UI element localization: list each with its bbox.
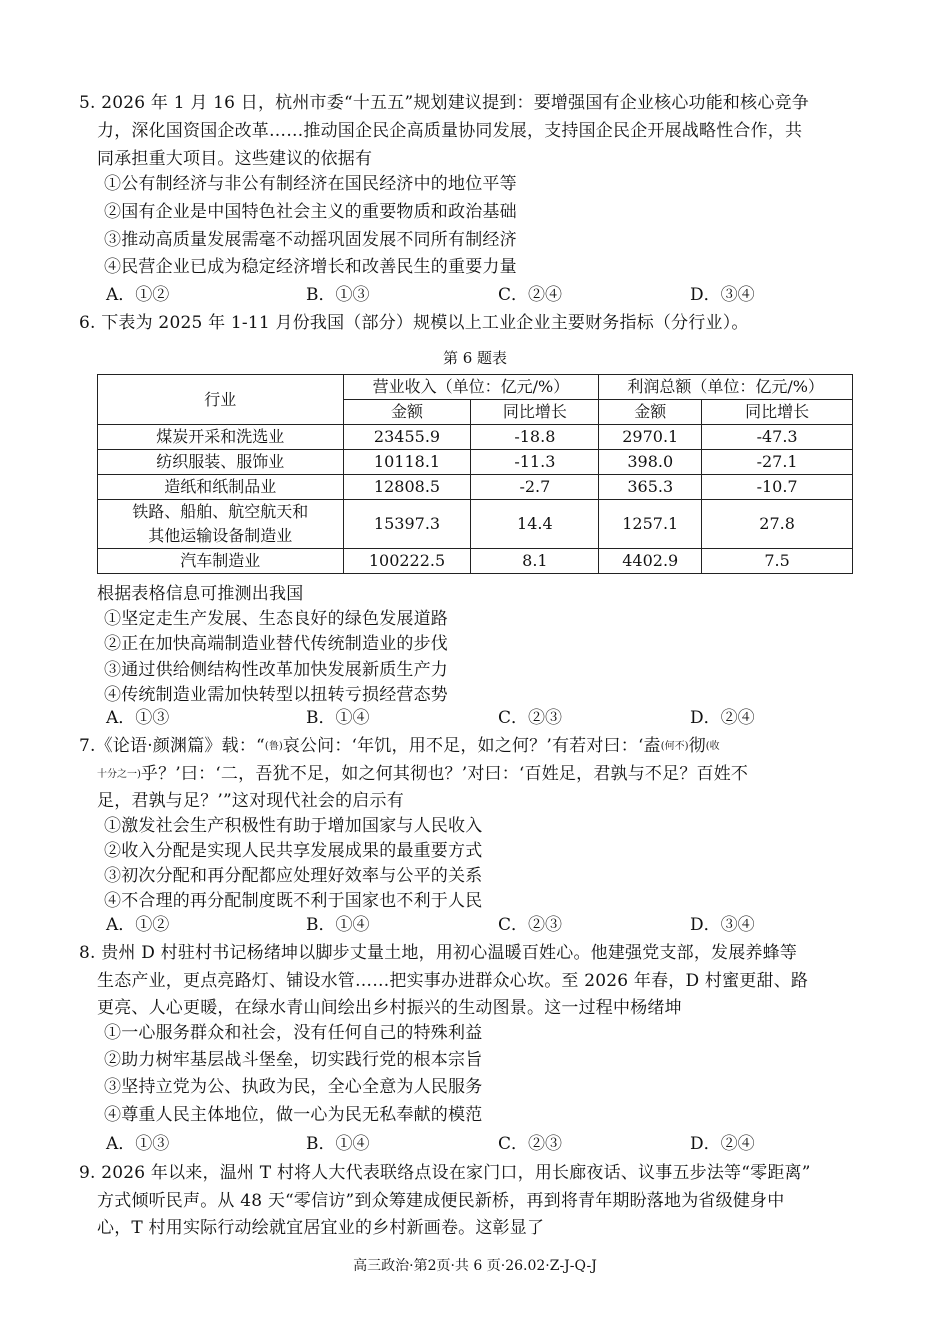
table-header-row	[98, 375, 853, 400]
q9-stem-line-3: 心，T 村用实际行动绘就宜居宜业的乡村新画卷。这彰显了	[97, 1218, 545, 1238]
q8-options	[106, 1130, 886, 1158]
subheader-revenue-amount: 金额	[343, 400, 471, 425]
q7-option-c[interactable]: C．②③	[498, 915, 563, 935]
cell-industry: 造纸和纸制品业	[98, 475, 344, 500]
cell-industry: 纺织服装、服饰业	[98, 450, 344, 475]
q5-item-3: ③推动高质量发展需毫不动摇巩固发展不同所有制经济	[104, 230, 517, 250]
cell-industry-line-1: 铁路、船舶、航空航天和	[132, 502, 309, 521]
q7-stem-part-3: 彻	[688, 736, 706, 756]
subheader-revenue-growth: 同比增长	[471, 400, 599, 425]
cell-revenue-growth: -11.3	[471, 450, 599, 475]
q7-item-4: ④不合理的再分配制度既不利于国家也不利于人民	[104, 891, 483, 911]
q5-stem-line-3: 同承担重大项目。这些建议的依据有	[97, 149, 373, 169]
q7-item-1: ①激发社会生产积极性有助于增加国家与人民收入	[104, 816, 483, 836]
q8-stem-line-3: 更亮、人心更暖，在绿水青山间绘出乡村振兴的生动图景。这一过程中杨绪坤	[97, 998, 682, 1018]
cell-profit: 4402.9	[599, 549, 702, 574]
q8-option-c[interactable]: C．②③	[498, 1134, 563, 1154]
q6-data-table	[97, 374, 853, 574]
q7-stem-part-1: 7.《论语·颜渊篇》载：“	[79, 736, 265, 756]
q7-stem-line-1	[79, 732, 879, 761]
q6-stem: 6. 下表为 2025 年 1-11 月份我国（部分）规模以上工业企业主要财务指标（分行业）。	[79, 313, 749, 333]
q5-option-d[interactable]: D．③④	[690, 285, 755, 305]
table-row	[98, 500, 853, 549]
cell-profit: 1257.1	[599, 500, 702, 549]
q8-option-b[interactable]: B．①④	[306, 1134, 370, 1154]
cell-profit-growth: 27.8	[702, 500, 853, 549]
q7-option-a[interactable]: A．①②	[106, 915, 170, 935]
q7-stem-line-2	[97, 760, 897, 789]
q5-stem-line-1: 5. 2026 年 1 月 16 日，杭州市委“十五五”规划建议提到：要增强国有企业核心功能和核心竞争	[79, 93, 809, 113]
q5-option-b[interactable]: B．①③	[306, 285, 370, 305]
table-row	[98, 549, 853, 574]
q5-option-a[interactable]: A．①②	[106, 285, 170, 305]
q7-item-3: ③初次分配和再分配都应处理好效率与公平的关系	[104, 866, 483, 886]
q6-options	[106, 704, 886, 732]
cell-revenue: 12808.5	[343, 475, 471, 500]
q8-stem-line-1: 8. 贵州 D 村驻村书记杨绪坤以脚步丈量土地，用初心温暖百姓心。他建强党支部，发展养蜂等	[79, 943, 798, 963]
cell-revenue-growth: 8.1	[471, 549, 599, 574]
subheader-profit-amount: 金额	[599, 400, 702, 425]
q9-stem-line-1: 9. 2026 年以来，温州 T 村将人大代表联络点设在家门口，用长廊夜话、议事五步法等“零距离”	[79, 1163, 811, 1183]
q8-option-a[interactable]: A．①③	[106, 1134, 170, 1154]
cell-industry: 煤炭开采和洗选业	[98, 425, 344, 450]
q6-option-a[interactable]: A．①③	[106, 708, 170, 728]
q7-option-b[interactable]: B．①④	[306, 915, 370, 935]
table-row	[98, 425, 853, 450]
q6-lead: 根据表格信息可推测出我国	[97, 584, 304, 604]
cell-industry: 汽车制造业	[98, 549, 344, 574]
cell-profit: 365.3	[599, 475, 702, 500]
cell-revenue-growth: 14.4	[471, 500, 599, 549]
q8-stem-line-2: 生态产业，更点亮路灯、铺设水管……把实事办进群众心坎。至 2026 年春，D 村蜜更甜、路	[97, 971, 809, 991]
table-row	[98, 475, 853, 500]
q7-note-shou: (收	[705, 741, 720, 752]
q7-item-2: ②收入分配是实现人民共享发展成果的最重要方式	[104, 841, 483, 861]
q8-item-2: ②助力树牢基层战斗堡垒，切实践行党的根本宗旨	[104, 1050, 483, 1070]
q5-item-4: ④民营企业已成为稳定经济增长和改善民生的重要力量	[104, 257, 517, 277]
q6-item-1: ①坚定走生产发展、生态良好的绿色发展道路	[104, 609, 448, 629]
q7-stem-part-4: 乎？’曰：‘二，吾犹不足，如之何其彻也？’对曰：‘百姓足，君孰与不足？百姓不	[140, 764, 749, 784]
cell-profit-growth: -10.7	[702, 475, 853, 500]
q6-item-2: ②正在加快高端制造业替代传统制造业的步伐	[104, 634, 448, 654]
cell-profit: 2970.1	[599, 425, 702, 450]
q8-item-4: ④尊重人民主体地位，做一心为民无私奉献的模范	[104, 1105, 483, 1125]
cell-profit-growth: -27.1	[702, 450, 853, 475]
q7-option-d[interactable]: D．③④	[690, 915, 755, 935]
cell-revenue: 23455.9	[343, 425, 471, 450]
q6-option-c[interactable]: C．②③	[498, 708, 563, 728]
cell-revenue: 15397.3	[343, 500, 471, 549]
q5-option-c[interactable]: C．②④	[498, 285, 563, 305]
q7-note-hebu: (何不)	[660, 741, 689, 752]
q6-item-3: ③通过供给侧结构性改革加快发展新质生产力	[104, 660, 448, 680]
cell-revenue: 100222.5	[343, 549, 471, 574]
cell-revenue: 10118.1	[343, 450, 471, 475]
cell-profit: 398.0	[599, 450, 702, 475]
q9-stem-line-2: 方式倾听民声。从 48 天“零信访”到众筹建成便民新桥，再到将青年期盼落地为省级健身中	[97, 1191, 785, 1211]
q8-item-3: ③坚持立党为公、执政为民，全心全意为人民服务	[104, 1077, 483, 1097]
table-row	[98, 450, 853, 475]
q8-item-1: ①一心服务群众和社会，没有任何自己的特殊利益	[104, 1023, 483, 1043]
q7-options	[106, 911, 886, 939]
q8-option-d[interactable]: D．②④	[690, 1134, 755, 1154]
q6-option-d[interactable]: D．②④	[690, 708, 755, 728]
q6-table-caption: 第 6 题表	[442, 349, 508, 367]
cell-profit-growth: -47.3	[702, 425, 853, 450]
header-profit: 利润总额（单位：亿元/%）	[599, 375, 853, 400]
header-revenue: 营业收入（单位：亿元/%）	[343, 375, 599, 400]
cell-profit-growth: 7.5	[702, 549, 853, 574]
q5-item-1: ①公有制经济与非公有制经济在国民经济中的地位平等	[104, 174, 517, 194]
cell-industry-line-2: 其他运输设备制造业	[148, 526, 293, 545]
cell-revenue-growth: -18.8	[471, 425, 599, 450]
q5-options	[106, 281, 886, 309]
q5-item-2: ②国有企业是中国特色社会主义的重要物质和政治基础	[104, 202, 517, 222]
cell-industry	[98, 500, 344, 549]
q7-note-lu: (鲁)	[264, 741, 283, 752]
q6-item-4: ④传统制造业需加快转型以扭转亏损经营态势	[104, 685, 448, 705]
page-footer: 高三政治·第2页·共 6 页·26.02·Z-J-Q-J	[353, 1258, 597, 1274]
subheader-profit-growth: 同比增长	[702, 400, 853, 425]
q7-note-shifen: 十分之一)	[97, 769, 141, 780]
q6-option-b[interactable]: B．①④	[306, 708, 370, 728]
header-industry: 行业	[98, 375, 344, 425]
q5-stem-line-2: 力，深化国资国企改革……推动国企民企高质量协同发展，支持国企民企开展战略性合作，共	[97, 121, 803, 141]
q7-stem-part-2: 哀公问：‘年饥，用不足，如之何？’有若对曰：‘盍	[282, 736, 661, 756]
q7-stem-line-3: 足，君孰与足？’”这对现代社会的启示有	[97, 791, 404, 811]
cell-revenue-growth: -2.7	[471, 475, 599, 500]
